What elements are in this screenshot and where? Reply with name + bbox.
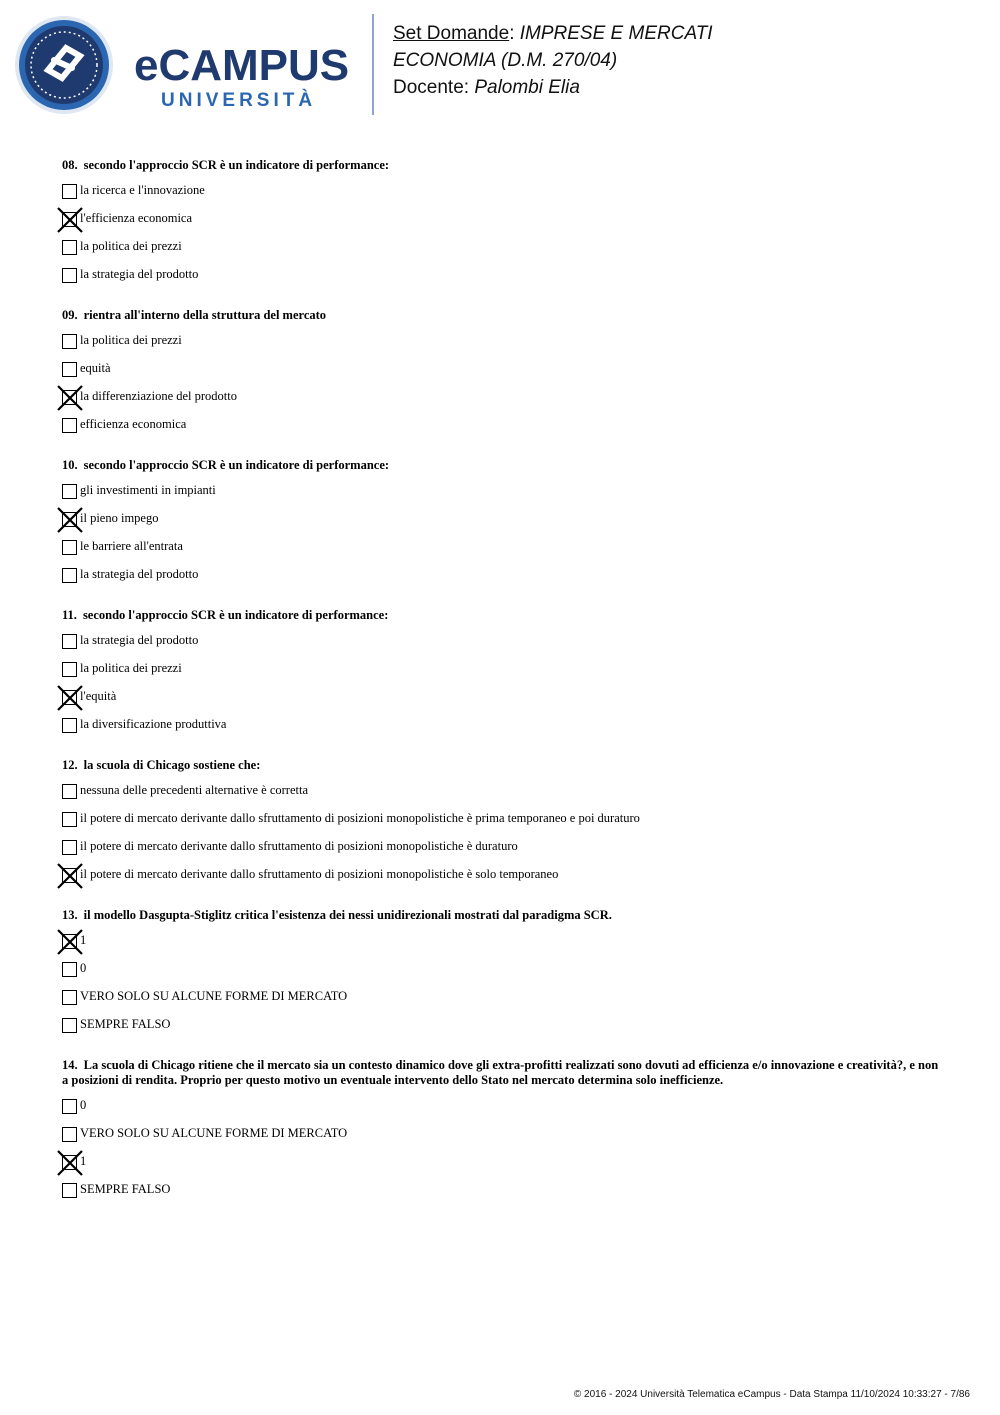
answer-option bbox=[62, 781, 942, 809]
question-label: il modello Dasgupta-Stiglitz critica l'esistenza dei nessi unidirezionali mostrati dal paradigma SCR. bbox=[83, 908, 612, 922]
answer-option bbox=[62, 509, 942, 537]
answer-label: la politica dei prezzi bbox=[80, 333, 182, 347]
answer-label: la diversificazione produttiva bbox=[80, 717, 227, 731]
answer-label: efficienza economica bbox=[80, 417, 187, 431]
checkbox[interactable] bbox=[62, 1018, 77, 1033]
question-number: 10. bbox=[62, 458, 78, 472]
answer-label: il potere di mercato derivante dallo sfruttamento di posizioni monopolistiche è solo temporaneo bbox=[80, 867, 559, 881]
answer-label: l'equità bbox=[80, 689, 117, 703]
question-block bbox=[62, 908, 942, 1043]
answer-label: gli investimenti in impianti bbox=[80, 483, 216, 497]
header-teacher-line bbox=[393, 74, 713, 101]
checkbox[interactable] bbox=[62, 718, 77, 733]
answer-option bbox=[62, 359, 942, 387]
page-header bbox=[0, 0, 1000, 125]
answer-option bbox=[62, 387, 942, 415]
answer-label: la ricerca e l'innovazione bbox=[80, 183, 205, 197]
answer-label: 1 bbox=[80, 1154, 87, 1168]
answer-label: 1 bbox=[80, 933, 87, 947]
answer-label: VERO SOLO SU ALCUNE FORME DI MERCATO bbox=[80, 1126, 348, 1140]
answer-option bbox=[62, 537, 942, 565]
cross-mark-icon bbox=[57, 1150, 83, 1176]
question-list bbox=[62, 158, 942, 1223]
checkbox[interactable] bbox=[62, 362, 77, 377]
question-text bbox=[62, 758, 942, 773]
question-text bbox=[62, 458, 942, 473]
checkbox[interactable] bbox=[62, 268, 77, 283]
checkbox[interactable] bbox=[62, 962, 77, 977]
answer-label: il potere di mercato derivante dallo sfruttamento di posizioni monopolistiche è duraturo bbox=[80, 839, 518, 853]
question-label: la scuola di Chicago sostiene che: bbox=[83, 758, 261, 772]
question-text bbox=[62, 608, 942, 623]
cross-mark-icon bbox=[57, 863, 83, 889]
question-block bbox=[62, 758, 942, 893]
question-label: rientra all'interno della struttura del mercato bbox=[83, 308, 327, 322]
answer-label: la strategia del prodotto bbox=[80, 267, 199, 281]
question-block bbox=[62, 308, 942, 443]
question-label: secondo l'approccio SCR è un indicatore di performance: bbox=[83, 158, 390, 172]
answer-option bbox=[62, 565, 942, 593]
question-block bbox=[62, 1058, 942, 1208]
set-separator: : bbox=[509, 23, 520, 44]
set-label: Set Domande bbox=[393, 23, 510, 44]
answer-label: nessuna delle precedenti alternative è corretta bbox=[80, 783, 309, 797]
answer-label: SEMPRE FALSO bbox=[80, 1017, 171, 1031]
checkbox-checked[interactable] bbox=[62, 690, 77, 705]
checkbox-checked[interactable] bbox=[62, 934, 77, 949]
answer-option bbox=[62, 837, 942, 865]
checkbox-checked[interactable] bbox=[62, 212, 77, 227]
answer-option bbox=[62, 931, 942, 959]
checkbox[interactable] bbox=[62, 418, 77, 433]
answer-label: l'efficienza economica bbox=[80, 211, 193, 225]
answer-label: la differenziazione del prodotto bbox=[80, 389, 237, 403]
answer-option bbox=[62, 331, 942, 359]
question-label: La scuola di Chicago ritiene che il mercato sia un contesto dinamico dove gli extra-profitti realizzati sono dovuti ad efficienza e/o innovazione e creatività?, e non a posizioni di rendita. Proprio per questo motivo un eventuale intervento dello Stato nel mercato determina solo inefficienze. bbox=[62, 1058, 939, 1087]
question-label: secondo l'approccio SCR è un indicatore di performance: bbox=[83, 458, 390, 472]
answer-option bbox=[62, 1124, 942, 1152]
answer-label: il potere di mercato derivante dallo sfruttamento di posizioni monopolistiche è prima temporaneo e poi duraturo bbox=[80, 811, 640, 825]
checkbox[interactable] bbox=[62, 184, 77, 199]
checkbox-checked[interactable] bbox=[62, 868, 77, 883]
checkbox[interactable] bbox=[62, 568, 77, 583]
answer-option bbox=[62, 631, 942, 659]
question-number: 11. bbox=[62, 608, 77, 622]
question-text bbox=[62, 158, 942, 173]
answer-option bbox=[62, 865, 942, 893]
answer-label: equità bbox=[80, 361, 111, 375]
question-label: secondo l'approccio SCR è un indicatore di performance: bbox=[82, 608, 389, 622]
cross-mark-icon bbox=[57, 507, 83, 533]
ecampus-logo bbox=[14, 14, 359, 116]
answer-label: la strategia del prodotto bbox=[80, 633, 199, 647]
answer-option bbox=[62, 687, 942, 715]
answer-label: VERO SOLO SU ALCUNE FORME DI MERCATO bbox=[80, 989, 348, 1003]
question-number: 14. bbox=[62, 1058, 78, 1072]
answer-option bbox=[62, 265, 942, 293]
checkbox-checked[interactable] bbox=[62, 512, 77, 527]
answer-option bbox=[62, 209, 942, 237]
answer-label: 0 bbox=[80, 1098, 87, 1112]
answer-option bbox=[62, 809, 942, 837]
answer-option bbox=[62, 181, 942, 209]
answer-option bbox=[62, 959, 942, 987]
teacher-name: Palombi Elia bbox=[474, 77, 580, 98]
logo-subtitle-text: UNIVERSITÀ bbox=[161, 90, 317, 111]
checkbox[interactable] bbox=[62, 840, 77, 855]
checkbox-checked[interactable] bbox=[62, 1155, 77, 1170]
question-number: 08. bbox=[62, 158, 78, 172]
checkbox[interactable] bbox=[62, 812, 77, 827]
answer-option bbox=[62, 659, 942, 687]
checkbox[interactable] bbox=[62, 240, 77, 255]
header-divider bbox=[372, 14, 374, 115]
answer-label: la strategia del prodotto bbox=[80, 567, 199, 581]
checkbox[interactable] bbox=[62, 484, 77, 499]
header-set-line bbox=[393, 20, 713, 47]
cross-mark-icon bbox=[57, 207, 83, 233]
teacher-label: Docente: bbox=[393, 77, 475, 98]
cross-mark-icon bbox=[57, 385, 83, 411]
course-title-line2: ECONOMIA (D.M. 270/04) bbox=[393, 50, 618, 71]
page-footer: © 2016 - 2024 Università Telematica eCampus - Data Stampa 11/10/2024 10:33:27 - 7/86 bbox=[573, 1389, 970, 1400]
header-info bbox=[393, 20, 713, 101]
answer-label: 0 bbox=[80, 961, 87, 975]
answer-option bbox=[62, 237, 942, 265]
answer-label: la politica dei prezzi bbox=[80, 239, 182, 253]
answer-label: il pieno impego bbox=[80, 511, 159, 525]
question-text bbox=[62, 908, 942, 923]
question-block bbox=[62, 158, 942, 293]
checkbox[interactable] bbox=[62, 990, 77, 1005]
answer-option bbox=[62, 481, 942, 509]
answer-label: SEMPRE FALSO bbox=[80, 1182, 171, 1196]
logo-brand-text: eCAMPUS bbox=[134, 41, 350, 90]
answer-option bbox=[62, 1180, 942, 1208]
checkbox[interactable] bbox=[62, 1099, 77, 1114]
checkbox-checked[interactable] bbox=[62, 390, 77, 405]
question-block bbox=[62, 458, 942, 593]
answer-option bbox=[62, 987, 942, 1015]
answer-label: le barriere all'entrata bbox=[80, 539, 183, 553]
answer-option bbox=[62, 1096, 942, 1124]
course-title-line1: IMPRESE E MERCATI bbox=[519, 23, 713, 44]
checkbox[interactable] bbox=[62, 662, 77, 677]
answer-option bbox=[62, 1152, 942, 1180]
answer-option bbox=[62, 1015, 942, 1043]
question-block bbox=[62, 608, 942, 743]
answer-option bbox=[62, 415, 942, 443]
cross-mark-icon bbox=[57, 929, 83, 955]
question-number: 13. bbox=[62, 908, 78, 922]
checkbox[interactable] bbox=[62, 540, 77, 555]
checkbox[interactable] bbox=[62, 634, 77, 649]
answer-option bbox=[62, 715, 942, 743]
answer-label: la politica dei prezzi bbox=[80, 661, 182, 675]
checkbox[interactable] bbox=[62, 1127, 77, 1142]
cross-mark-icon bbox=[57, 685, 83, 711]
question-text bbox=[62, 1058, 942, 1088]
question-text bbox=[62, 308, 942, 323]
question-number: 12. bbox=[62, 758, 78, 772]
checkbox[interactable] bbox=[62, 334, 77, 349]
checkbox[interactable] bbox=[62, 784, 77, 799]
question-number: 09. bbox=[62, 308, 78, 322]
checkbox[interactable] bbox=[62, 1183, 77, 1198]
